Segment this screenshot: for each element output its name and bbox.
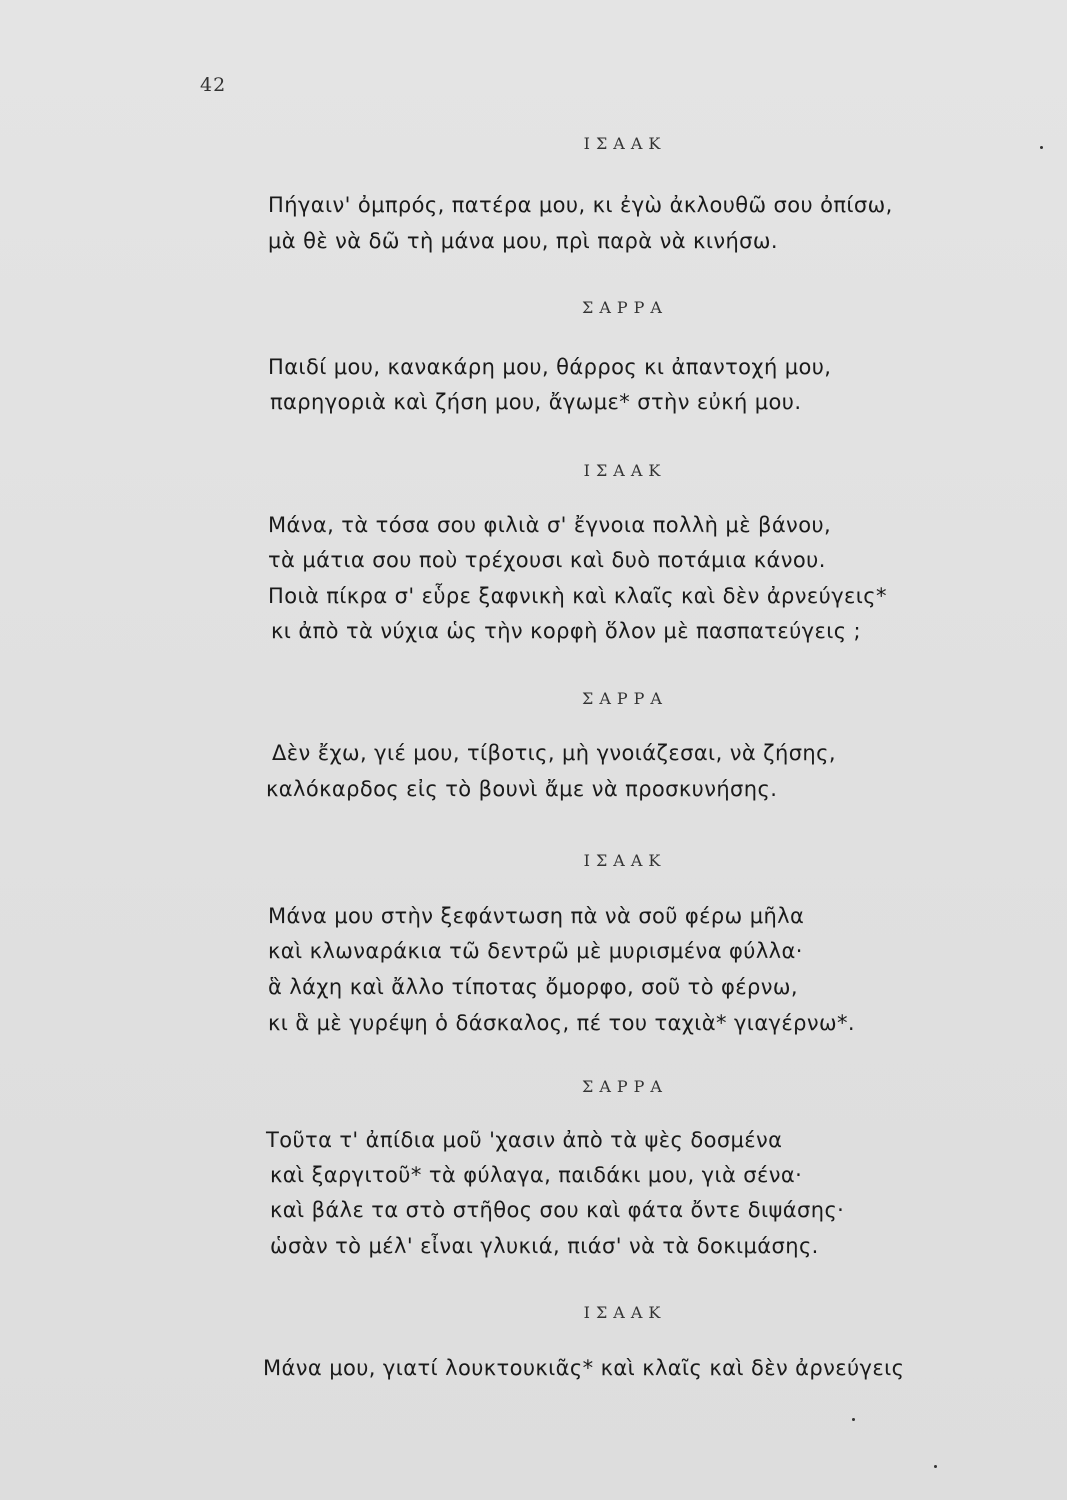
verse-line: ὡσὰν τὸ μέλ' εἶναι γλυκιά, πιάσ' νὰ τὰ δοκιμάσης.: [270, 1234, 819, 1258]
verse-line: Ποιὰ πίκρα σ' εὗρε ξαφνικὴ καὶ κλαῖς καὶ δὲν ἀρνεύγεις*: [268, 584, 887, 608]
verse-line: κι ἃ μὲ γυρέψη ὁ δάσκαλος, πέ του ταχιὰ* γιαγέρνω*.: [268, 1011, 855, 1035]
verse-line: καὶ κλωναράκια τῶ δεντρῶ μὲ μυρισμένα φύλλα·: [268, 939, 803, 963]
verse-line: τὰ μάτια σου ποὺ τρέχουσι καὶ δυὸ ποτάμια κάνου.: [268, 548, 826, 572]
verse-line: ἃ λάχη καὶ ἄλλο τίποτας ὄμορφο, σοῦ τὸ φέρνω,: [268, 975, 798, 999]
verse-line: καὶ βάλε τα στὸ στῆθος σου καὶ φάτα ὄντε διψάσης·: [270, 1198, 845, 1222]
speaker-heading: ΙΣΑΑΚ: [583, 1303, 667, 1322]
verse-line: Μάνα μου στὴν ξεφάντωση πὰ νὰ σοῦ φέρω μῆλα: [268, 904, 805, 928]
verse-line: καλόκαρδος εἰς τὸ βουνὶ ἄμε νὰ προσκυνήσης.: [266, 777, 778, 801]
scan-speck: [934, 1465, 937, 1468]
verse-line: Μάνα, τὰ τόσα σου φιλιὰ σ' ἔγνοια πολλὴ μὲ βάνου,: [268, 513, 832, 537]
verse-line: παρηγοριὰ καὶ ζήση μου, ἄγωμε* στὴν εὐκή μου.: [270, 390, 802, 414]
speaker-heading: ΣΑΡΡΑ: [582, 689, 668, 708]
speaker-heading: ΙΣΑΑΚ: [583, 461, 667, 480]
verse-line: κι ἀπὸ τὰ νύχια ὡς τὴν κορφὴ ὅλον μὲ πασπατεύγεις ;: [271, 619, 862, 643]
verse-line: Μάνα μου, γιατί λουκτουκιᾶς* καὶ κλαῖς καὶ δὲν ἀρνεύγεις: [263, 1356, 905, 1380]
verse-line: μὰ θὲ νὰ δῶ τὴ μάνα μου, πρὶ παρὰ νὰ κινήσω.: [268, 229, 778, 253]
speaker-heading: ΣΑΡΡΑ: [582, 298, 668, 317]
page-number: 42: [200, 74, 227, 96]
speaker-heading: ΙΣΑΑΚ: [583, 134, 667, 153]
verse-line: καὶ ξαργιτοῦ* τὰ φύλαγα, παιδάκι μου, γιὰ σένα·: [270, 1163, 803, 1187]
verse-line: Δὲν ἔχω, γιέ μου, τίβοτις, μὴ γνοιάζεσαι, νὰ ζήσης,: [272, 741, 836, 765]
verse-line: Τοῦτα τ' ἀπίδια μοῦ 'χασιν ἀπὸ τὰ ψὲς δοσμένα: [266, 1128, 783, 1152]
scan-speck: [1040, 146, 1043, 149]
speaker-heading: ΣΑΡΡΑ: [582, 1077, 668, 1096]
scan-speck: [852, 1418, 855, 1421]
verse-line: Παιδί μου, κανακάρη μου, θάρρος κι ἀπαντοχή μου,: [268, 355, 832, 379]
speaker-heading: ΙΣΑΑΚ: [583, 851, 667, 870]
verse-line: Πήγαιν' ὀμπρός, πατέρα μου, κι ἐγὼ ἀκλουθῶ σου ὀπίσω,: [268, 193, 893, 217]
